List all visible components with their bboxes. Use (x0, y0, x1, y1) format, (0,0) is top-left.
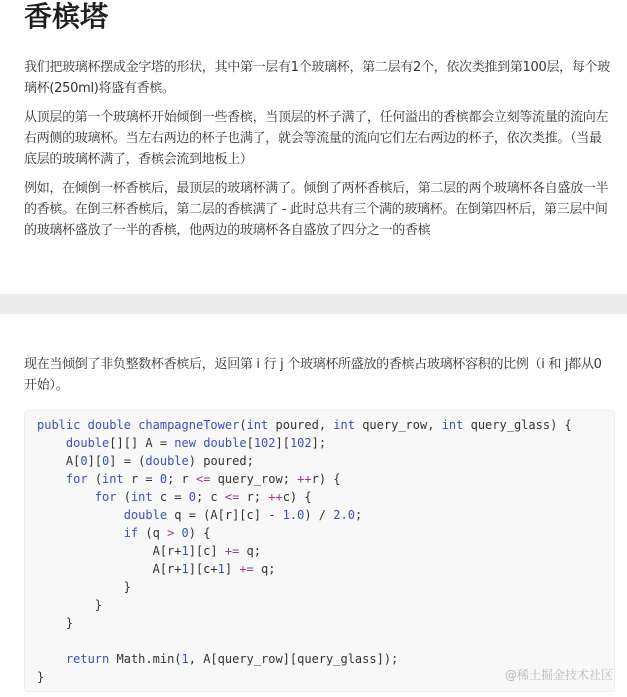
code-line: A[r+1][c+1] += q; (37, 562, 276, 576)
solution-card (0, 314, 627, 697)
watermark-text: @稀土掘金技术社区 (504, 668, 613, 682)
code-line: return Math.min(1, A[query_row][query_glass]); (65, 652, 399, 666)
code-line: for (int c = 0; c <= r; ++c) { (94, 490, 312, 504)
code-line: } (37, 670, 45, 684)
code-line: } (37, 598, 103, 612)
question-text: 现在当倾倒了非负整数杯香槟后，返回第 i 行 j 个玻璃杯所盛放的香槟占玻璃杯容积的比例（i 和 j都从0开始）。 (24, 357, 602, 393)
code-line: } (37, 616, 74, 630)
section-divider (0, 294, 627, 314)
code-line: double q = (A[r][c] - 1.0) / 2.0; (123, 508, 363, 522)
code-line (37, 632, 572, 650)
code-line: } (37, 580, 131, 594)
description-paragraph-3: 例如，在倾倒一杯香槟后，最顶层的玻璃杯满了。倾倒了两杯香槟后，第二层的两个玻璃杯各自盛放一半的香槟。在倒三杯香槟后，第二层的香槟满了 - 此时总共有三个满的玻璃杯。在倒第四杯后，第三层中间的玻璃杯盛放了一半的香槟，他两边的玻璃杯各自盛放了四分之一的香槟 (24, 181, 609, 238)
code-line: public double champagneTower(int poured, int query_row, int query_glass) { (37, 418, 572, 432)
code-content (37, 416, 572, 686)
code-line: A[r+1][c] += q; (37, 544, 261, 558)
problem-description-card (0, 0, 627, 294)
code-line: if (q > 0) { (123, 526, 211, 540)
code-line: A[0][0] = (double) poured; (37, 454, 254, 468)
code-line: double[][] A = new double[102][102]; (65, 436, 327, 450)
page-title: 香槟塔 (24, 0, 109, 33)
description-paragraph-2: 从顶层的第一个玻璃杯开始倾倒一些香槟，当顶层的杯子满了，任何溢出的香槟都会立刻等流量的流向左右两侧的玻璃杯。当左右两边的杯子也满了，就会等流量的流向它们左右两边的杯子，依次类推。（当最底层的玻璃杯满了，香槟会流到地板上） (24, 110, 609, 167)
description-paragraph-1: 我们把玻璃杯摆成金字塔的形状，其中第一层有1个玻璃杯，第二层有2个，依次类推到第100层，每个玻璃杯(250ml)将盛有香槟。 (24, 60, 610, 96)
code-block[interactable] (24, 410, 615, 692)
code-line: for (int r = 0; r <= query_row; ++r) { (65, 472, 341, 486)
